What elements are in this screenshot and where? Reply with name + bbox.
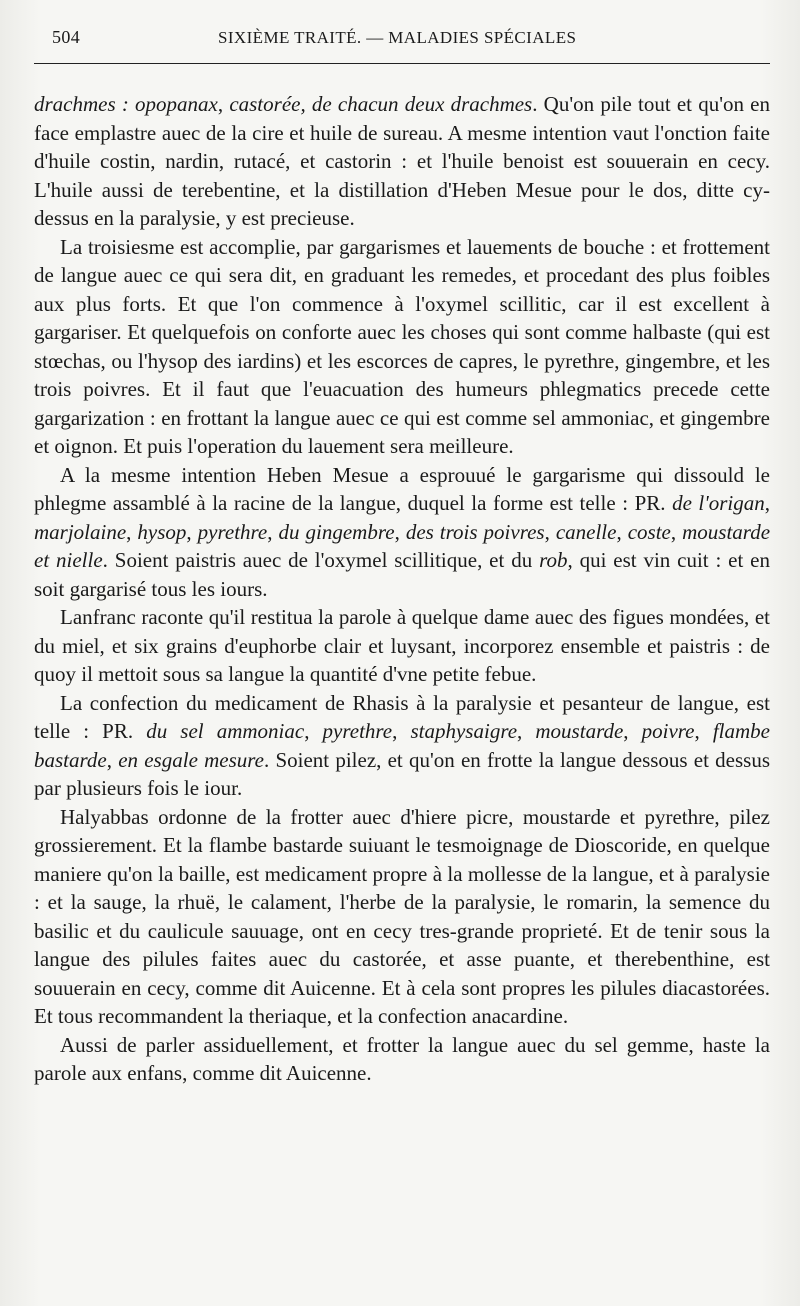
paragraph — [34, 603, 770, 689]
text-run: . Soient pilez, et qu'on en frotte la langue dessous et dessus par plusieurs fois le iour. — [34, 747, 771, 800]
paragraph — [34, 803, 770, 1031]
italic-run: canelle — [555, 519, 617, 544]
text-run: . Soient paistris auec de l'oxymel scillitique, et du — [102, 548, 540, 572]
text-run: Lanfranc raconte qu'il restitua la parole à quelque dame auec des figues mondées, et du miel, et six grains d'euphorbe clair et luysant, incorporez ensemble et paistris : de quoy il mettoit sous sa langue la quantité d'vne petite febue. — [34, 605, 770, 686]
text-run: . Qu'on pile tout et qu'on en face emplastre auec de la cire et huile de sureau. A mesme intention vaut l'onction faite d'huile costin, nardin, rutacé, et castorin : et l'huile benoist est souuerain en cecy. L'huile aussi de terebentine, et la distillation d'Heben Mesue pour le dos, ditte cy-dessus en la paralysie, y est precieuse. — [34, 92, 771, 230]
italic-run: castorée, de chacun deux drachmes — [229, 92, 533, 116]
text-run: , — [517, 719, 536, 743]
paragraph — [34, 1031, 770, 1088]
text-run: Aussi de parler assiduellement, et frotter la langue auec du sel gemme, haste la parole aux enfans, comme dit Auicenne. — [34, 1032, 770, 1085]
italic-run: drachmes : opopanax — [34, 92, 218, 116]
text-run: , — [217, 92, 230, 116]
text-run: A la mesme intention Heben Mesue a esprouué le gargarisme qui dissould le phlegme assamblé à la racine de la langue, duquel la forme est telle : PR. — [34, 462, 770, 515]
italic-run: coste — [627, 519, 671, 544]
text-run: Halyabbas ordonne de la frotter auec d'hiere picre, moustarde et pyrethre, pilez grossierement. Et la flambe bastarde suiuant le tesmoignage de Dioscoride, en quelque maniere qu'on la baille, est medicament propre à la mollesse de la langue, et à paralysie : et la sauge, la rhuë, le calament, l'herbe de la paralysie, le romarin, la semence du basilic et du caulicule sauuage, ont en cecy tres-grande proprieté. Et de tenir sous la langue des pilules faites auec du castorée, et asse puante, et therebenthine, est souuerain en cecy, comme dit Auicenne. Et à cela sont propres les pilules diacastorées. Et tous recommandent la theriaque, et la confection anacardine. — [34, 804, 770, 1028]
italic-run: des trois poivres — [405, 519, 545, 544]
text-run: , — [106, 747, 119, 772]
page-number: 504 — [52, 27, 81, 47]
text-run: , qui est vin cuit : et en soit gargarisé tous les iours. — [34, 548, 770, 601]
italic-run: pyrethre — [322, 719, 393, 743]
text-run: , — [670, 519, 683, 544]
text-run: , — [392, 719, 411, 743]
italic-run: de l'origan — [672, 491, 765, 515]
text-run: La troisiesme est accomplie, par gargarismes et lauements de bouche : et frottement de langue auec ce qui sera dit, en graduant les remedes, et procedant des plus foibles aux plus forts. Et que l'on commence à l'oxymel scillitic, car il est excellent à gargariser. Et quelquefois on conforte auec les choses qui sont comme halbaste (qui est stœchas, ou l'hysop des iardins) et les escorces de capres, le pyrethre, gingembre, et les trois poivres. Et il faut que l'euacuation des humeurs phlegmatics precede cette gargarization : en frottant la langue auec ce qui est comme sel ammoniac, et gingembre et oignon. Et puis l'operation du lauement sera meilleure. — [34, 234, 770, 458]
text-run: , — [694, 719, 713, 743]
text-run: , — [764, 491, 771, 515]
text-run: , — [267, 519, 279, 544]
italic-run: flambe bastarde — [34, 719, 770, 772]
text-run: , — [616, 519, 628, 544]
paragraph — [34, 233, 770, 461]
text-run: , — [186, 519, 198, 544]
text-run: , — [623, 719, 642, 743]
italic-run: poivre — [641, 719, 695, 743]
text-run: , — [304, 719, 323, 743]
text-run: , — [126, 519, 138, 544]
italic-run: moustarde et nielle — [34, 519, 771, 572]
italic-run: hysop — [137, 519, 187, 544]
text-run: , — [394, 519, 406, 544]
running-head — [34, 27, 770, 64]
paragraph — [34, 689, 770, 803]
paragraph — [34, 461, 770, 604]
running-title: SIXIÈME TRAITÉ. — MALADIES SPÉCIALES — [218, 28, 577, 47]
italic-run: marjolaine — [34, 519, 127, 544]
body-text — [34, 90, 770, 1088]
italic-run: du sel ammoniac — [146, 719, 305, 743]
italic-run: pyrethre — [197, 519, 268, 544]
text-run: , — [544, 519, 556, 544]
text-run: La confection du medicament de Rhasis à la paralysie et pesanteur de langue, est telle : PR. — [34, 690, 770, 743]
italic-run: rob — [539, 548, 568, 572]
italic-run: du gingembre — [278, 519, 395, 544]
italic-run: moustarde — [535, 719, 624, 743]
italic-run: en esgale mesure — [118, 747, 264, 772]
italic-run: staphysaigre — [410, 719, 518, 743]
paragraph — [34, 90, 770, 233]
